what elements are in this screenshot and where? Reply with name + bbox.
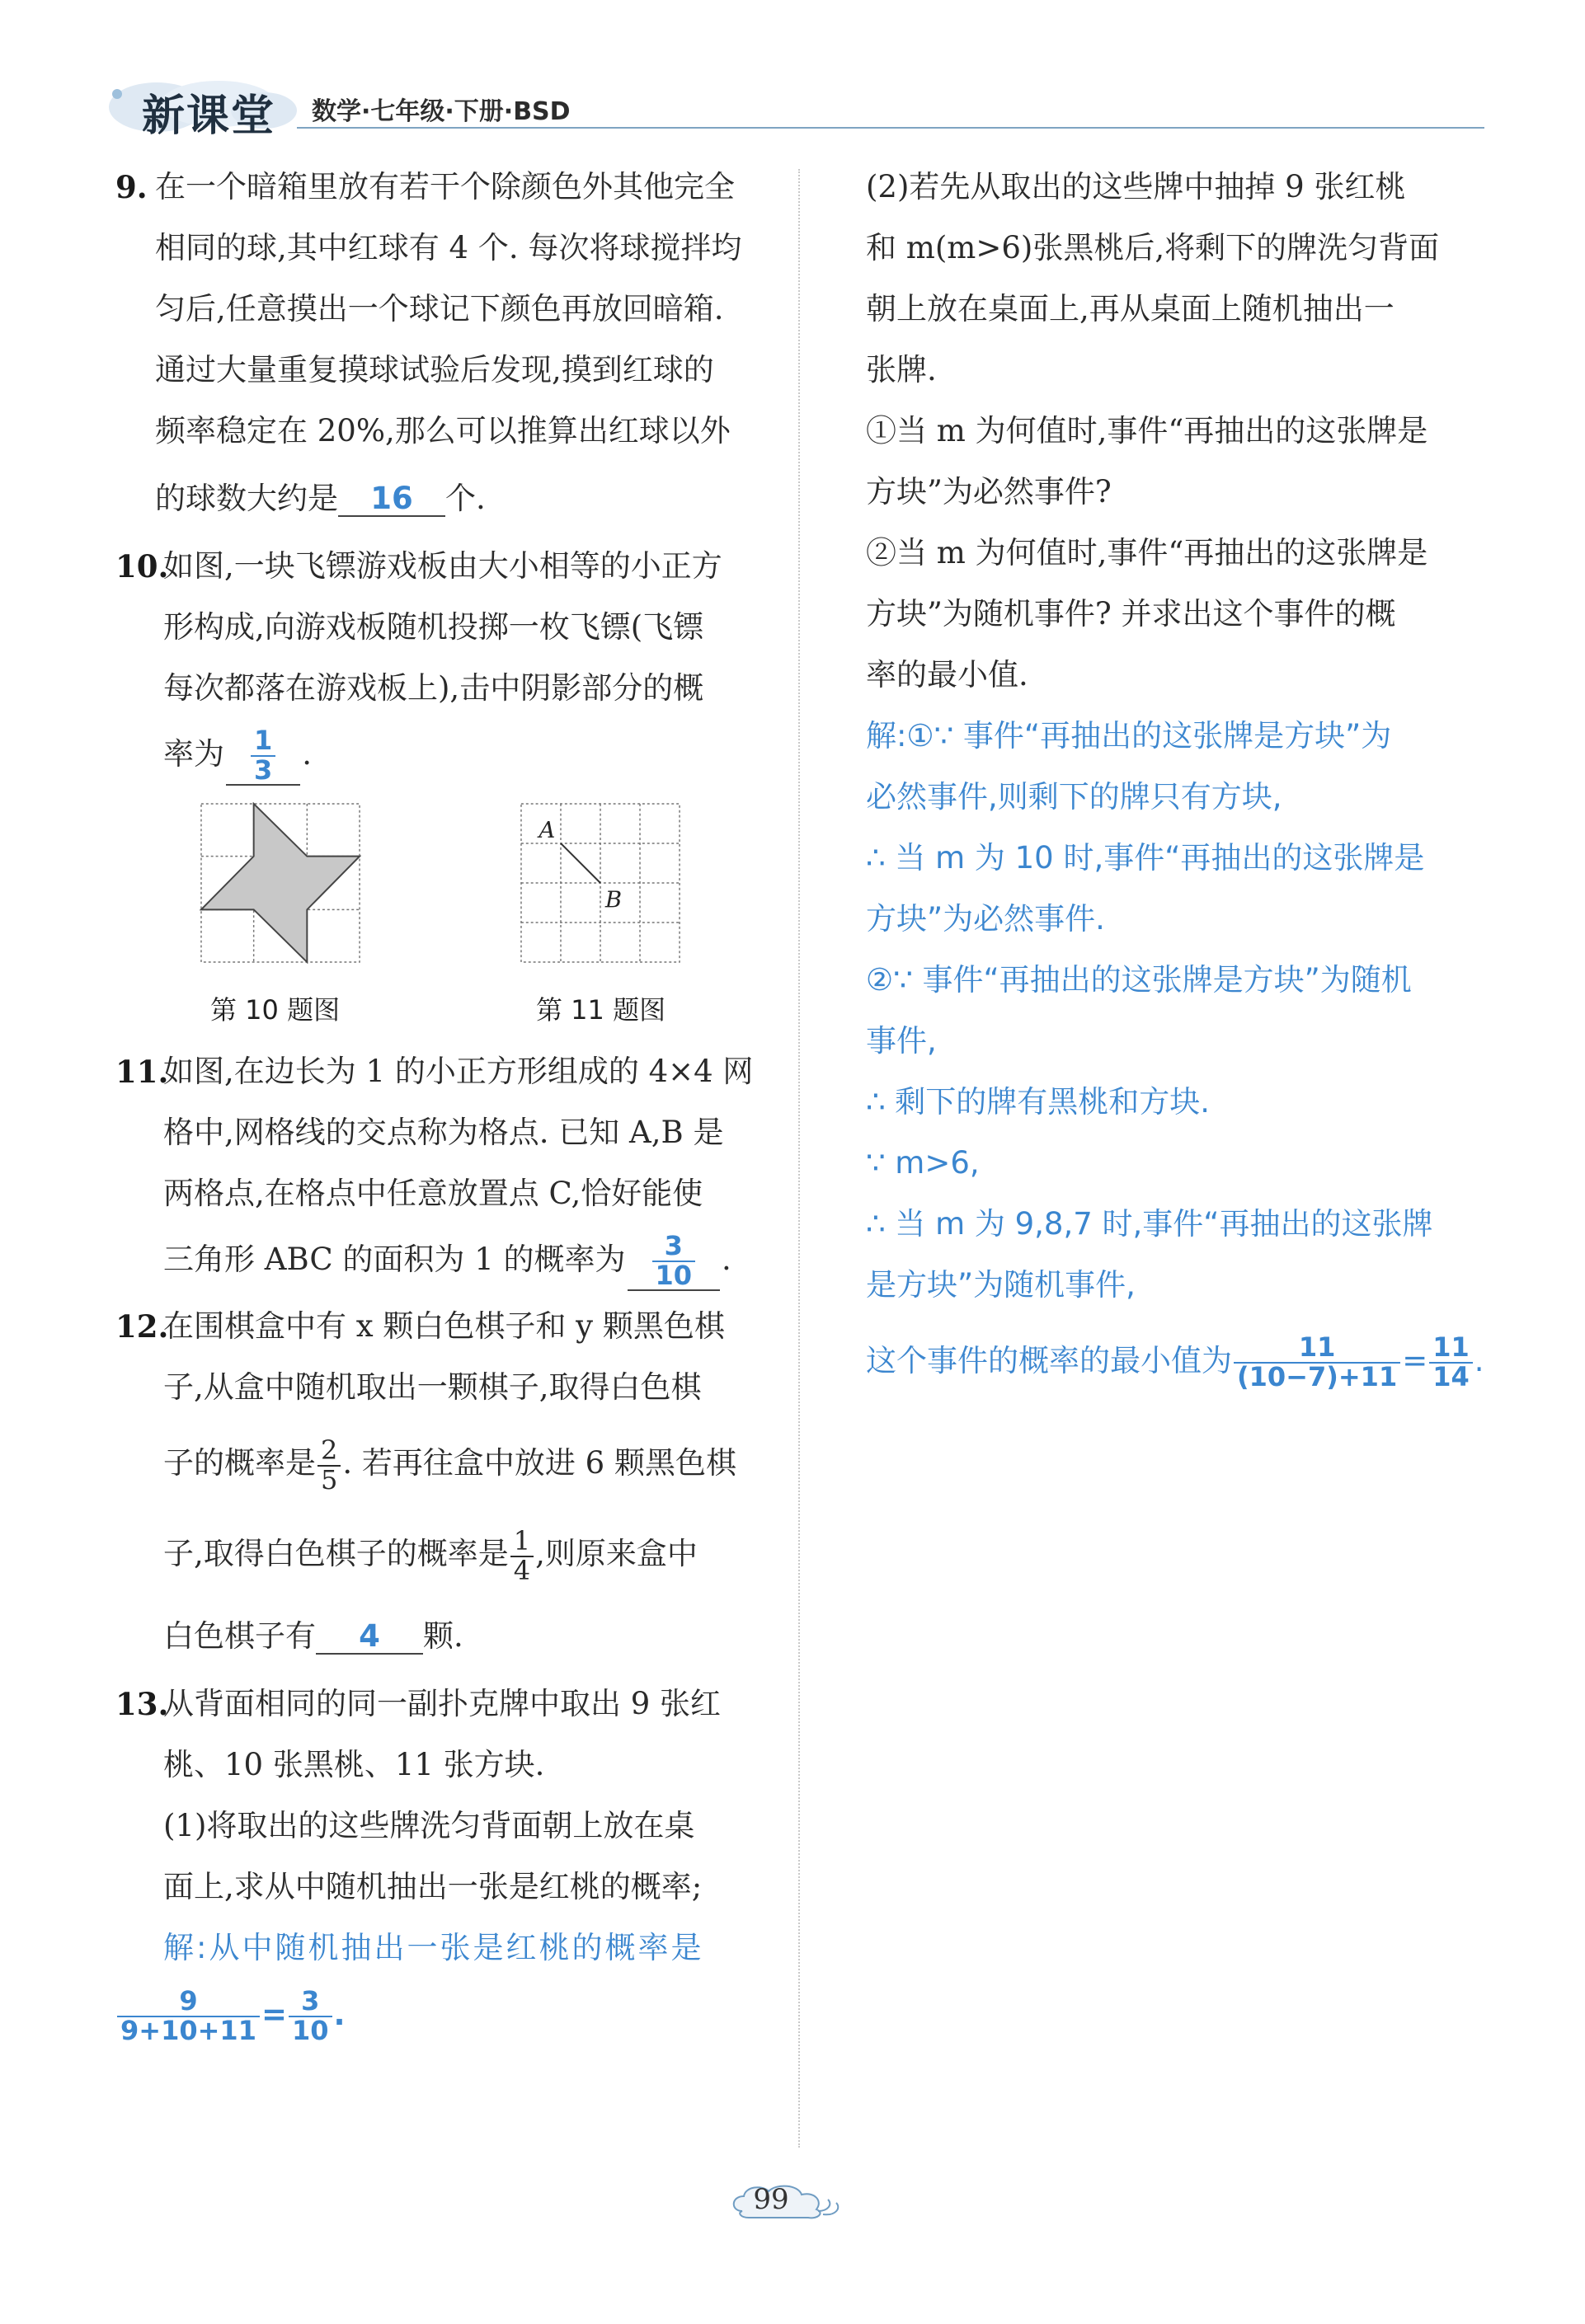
- right-column: (2)若先从取出的这些牌中抽掉 9 张红桃 和 m(m>6)张黑桃后,将剩下的牌洗匀背面 朝上放在桌面上,再从桌面上随机抽出一 张牌. ①当 m 为何值时,事件“再抽出的这张牌是 方块”为必然事件? ②当 m 为何值时,事件“再抽出的这张牌是 方块”为随机事件? 并求出这个事件的概 率的最小值. 解:①∵ 事件“再抽出的这张牌是方块”为 必然事件,则剩下的牌只有方块, ∴ 当 m 为 10 时,事件“再抽出的这张牌是 方块”为必然事件. ②∵ 事件“再抽出的这张牌是方块”为随机 事件, ∴ 剩下的牌有黑桃和方块. ∵ m>6, ∴ 当 m 为 9,8,7 时,事件“再抽出的这张牌 是方块”为随机事件, 这个事件的概率的最小值为 $\frac{11}{(10-7)+11}$ = $\frac{11}{14}$ .: [866, 157, 1493, 1406]
- text-line: ②当 m 为何值时,事件“再抽出的这张牌是: [866, 535, 1428, 570]
- equals-sign: =: [1402, 1343, 1428, 1378]
- point-a-label: A: [539, 818, 556, 844]
- text-line: 面上,求从中随机抽出一张是红桃的概率;: [163, 1869, 703, 1905]
- text-line: 张牌.: [866, 352, 937, 387]
- text-line: (2)若先从取出的这些牌中抽掉 9 张红桃: [866, 169, 1406, 204]
- left-column: [115, 157, 775, 2056]
- question-number: 13.: [115, 1686, 169, 1723]
- text-line: 在一个暗箱里放有若干个除颜色外其他完全: [155, 169, 735, 204]
- solution-line: 解:①∵ 事件“再抽出的这张牌是方块”为: [866, 718, 1392, 754]
- solution-fraction: $\frac{11}{(10-7)+11}$: [1234, 1334, 1400, 1391]
- text-line: 相同的球,其中红球有 4 个. 每次将球搅拌均: [155, 230, 742, 265]
- solution-line: ∴ 当 m 为 9,8,7 时,事件“再抽出的这张牌: [866, 1206, 1433, 1242]
- solution-line: ∵ m>6,: [866, 1145, 980, 1181]
- solution-line: 方块”为必然事件.: [866, 901, 1105, 937]
- fraction: $\frac{2}{5}$: [317, 1437, 341, 1494]
- text-line: 从背面相同的同一副扑克牌中取出 9 张红: [163, 1686, 722, 1722]
- text-line: (1)将取出的这些牌洗匀背面朝上放在桌: [163, 1808, 695, 1844]
- text-line: 率的最小值.: [866, 657, 1028, 693]
- answer-blank: [316, 1620, 423, 1655]
- solution-fraction: $\frac{3}{10}$: [289, 1988, 332, 2045]
- question-12: [115, 1296, 775, 1674]
- text-line: ①当 m 为何值时,事件“再抽出的这张牌是: [866, 413, 1428, 448]
- page-number: [726, 2176, 858, 2226]
- text-fragment: 白色棋子有: [163, 1618, 316, 1655]
- solution-fragment: 这个事件的概率的最小值为: [866, 1343, 1232, 1378]
- text-line: 子,从盒中随机取出一颗棋子,取得白色棋: [163, 1369, 702, 1406]
- solution-line: 是方块”为随机事件,: [866, 1267, 1136, 1303]
- page-number-text: 99: [753, 2183, 789, 2216]
- solution-line: 解:从中随机抽出一张是红桃的概率是: [163, 1930, 704, 1966]
- text-fragment: 率为: [163, 736, 224, 772]
- text-fragment: 三角形 ABC 的面积为 1 的概率为: [163, 1242, 626, 1278]
- question-10: [115, 536, 775, 786]
- text-line: 方块”为必然事件?: [866, 474, 1112, 509]
- text-fragment: . 若再往盒中放进 6 颗黑色棋: [342, 1445, 736, 1481]
- text-line: 在围棋盒中有 x 颗白色棋子和 y 颗黑色棋: [163, 1308, 725, 1345]
- text-line: 朝上放在桌面上,再从桌面上随机抽出一: [866, 291, 1395, 326]
- text-fragment: 子,取得白色棋子的概率是: [163, 1536, 509, 1572]
- text-fragment: 子的概率是: [163, 1445, 316, 1481]
- question-number: 12.: [115, 1308, 169, 1345]
- solution-line: ②∵ 事件“再抽出的这张牌是方块”为随机: [866, 962, 1412, 998]
- solution-fraction: $\frac{9}{9+10+11}$: [117, 1988, 260, 2045]
- book-subtitle: 数学·七年级·下册·BSD: [312, 97, 571, 126]
- text-line: 方块”为随机事件? 并求出这个事件的概: [866, 596, 1396, 631]
- figure-10-caption: 第 10 题图: [210, 994, 341, 1026]
- question-number: 10.: [115, 548, 169, 585]
- text-fragment: 个.: [445, 481, 486, 516]
- question-number: 11.: [115, 1054, 169, 1091]
- text-line: 形构成,向游戏板随机投掷一枚飞镖(飞镖: [163, 609, 704, 645]
- header-rule: [297, 127, 1484, 129]
- text-line: 匀后,任意摸出一个球记下颜色再放回暗箱.: [155, 291, 724, 326]
- answer-fraction: $\frac{1}{3}$: [226, 727, 300, 786]
- figure-11-caption: 第 11 题图: [536, 994, 666, 1026]
- text-line: 每次都落在游戏板上),击中阴影部分的概: [163, 670, 704, 706]
- text-line: 如图,在边长为 1 的小正方形组成的 4×4 网: [163, 1054, 754, 1090]
- answer-value: 16: [370, 481, 413, 516]
- solution-line: 事件,: [866, 1023, 937, 1059]
- answer-value: 4: [359, 1618, 380, 1655]
- solution-line: ∴ 当 m 为 10 时,事件“再抽出的这张牌是: [866, 840, 1425, 876]
- solution-line: 必然事件,则剩下的牌只有方块,: [866, 779, 1282, 815]
- text-fragment: 的球数大约是: [155, 481, 338, 516]
- question-number: 9.: [115, 169, 148, 205]
- answer-fraction: $\frac{3}{10}$: [628, 1232, 721, 1291]
- text-fragment: ,则原来盒中: [535, 1536, 698, 1572]
- figure-11-grid: [520, 802, 681, 964]
- text-line: 格中,网格线的交点称为格点. 已知 A,B 是: [163, 1115, 724, 1151]
- answer-blank: [338, 482, 445, 517]
- text-fragment: .: [722, 1242, 731, 1278]
- text-line: 如图,一块飞镖游戏板由大小相等的小正方: [163, 548, 722, 584]
- text-fragment: .: [302, 736, 313, 772]
- point-b-label: B: [604, 887, 623, 913]
- text-line: 频率稳定在 20%,那么可以推算出红球以外: [155, 413, 731, 448]
- question-11: [115, 1041, 775, 1291]
- text-line: 两格点,在格点中任意放置点 C,恰好能使: [163, 1176, 703, 1212]
- figures-row: [115, 802, 775, 1041]
- solution-line: ∴ 剩下的牌有黑桃和方块.: [866, 1084, 1211, 1120]
- question-13: 13. 从背面相同的同一副扑克牌中取出 9 张红 桃、10 张黑桃、11 张方块. (1)将取出的这些牌洗匀背面朝上放在桌 面上,求从中随机抽出一张是红桃的概率; 解:从中随机抽出一张是红桃的概率是 $\frac{9}{9+10+11}$ = $\frac{3}{10}$ .: [115, 1674, 775, 2056]
- page-header: [107, 76, 1484, 142]
- fraction: $\frac{1}{4}$: [510, 1528, 534, 1585]
- solution-fraction: $\frac{11}{14}$: [1429, 1334, 1473, 1391]
- text-fragment: 颗.: [423, 1618, 463, 1655]
- text-line: 桃、10 张黑桃、11 张方块.: [163, 1747, 545, 1783]
- text-line: 通过大量重复摸球试验后发现,摸到红球的: [155, 352, 714, 387]
- series-logo: 新课堂: [142, 91, 276, 141]
- text-line: 和 m(m>6)张黑桃后,将剩下的牌洗匀背面: [866, 230, 1440, 265]
- equals-sign: =: [261, 1997, 287, 2033]
- figure-10-dartboard: [200, 802, 361, 964]
- column-divider: [798, 169, 800, 2148]
- question-9: [115, 157, 775, 536]
